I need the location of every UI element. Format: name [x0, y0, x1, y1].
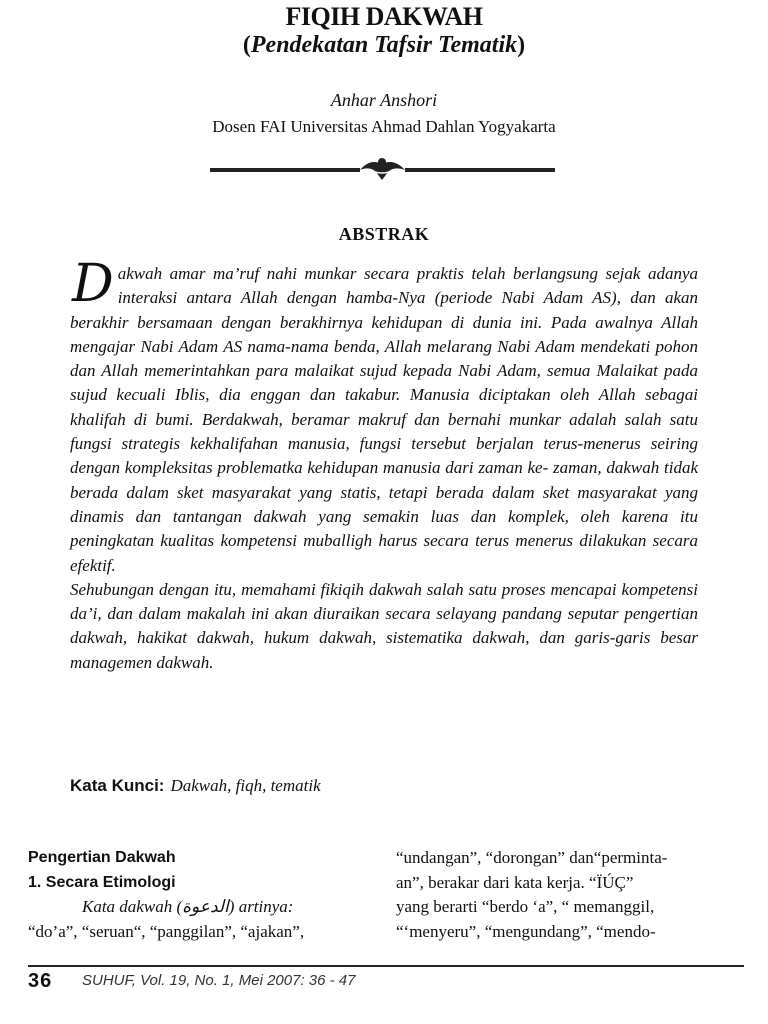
body-right-line-3: yang berarti “berdo ‘a”, “ memanggil,	[396, 897, 655, 916]
abstract-paragraph-1	[70, 254, 698, 578]
abstract-body	[70, 254, 698, 675]
body-left-column	[28, 846, 368, 944]
body-right-line-2: an”, berakar dari kata kerja. “ÏÚÇ”	[396, 872, 634, 892]
author-name: Anhar Anshori	[330, 90, 438, 110]
subtitle-text: Pendekatan Tafsir Tematik	[250, 32, 518, 58]
keywords	[70, 776, 321, 796]
abstract-paragraph-2: Sehubungan dengan itu, memahami fikiqih dakwah salah satu proses mencapai kompetensi da’i, dan dalam makalah ini akan diuraikan secara selayang pandang seputar pengertian dakwah, hakikat dakwah, hukum dakwah, sistematika dakwah, dan garis-garis besar managemen dakwah.	[70, 579, 698, 672]
page-number: 36	[28, 970, 53, 992]
journal-citation: SUHUF, Vol. 19, No. 1, Mei 2007: 36 - 47	[82, 972, 356, 989]
body-left-line-2: “do’a”, “seruan“, “panggilan”, “ajakan”,	[28, 921, 305, 941]
article-title: FIQIH DAKWAH	[285, 2, 483, 31]
author-affiliation: Dosen FAI Universitas Ahmad Dahlan Yogyakarta	[212, 117, 556, 136]
body-left-line-1	[28, 895, 368, 920]
section-heading: Pengertian Dakwah	[28, 849, 176, 866]
subtitle-close-paren: )	[517, 32, 526, 58]
drop-cap: D	[72, 254, 114, 314]
keywords-label: Kata Kunci:	[70, 776, 165, 795]
abstract-heading: ABSTRAK	[338, 224, 430, 244]
body-right-line-4: “‘menyeru”, “mengundang”, “mendo-	[396, 921, 656, 941]
keywords-value: Dakwah, fiqh, tematik	[170, 776, 321, 795]
body-right-column	[396, 846, 742, 944]
subsection-heading: 1. Secara Etimologi	[28, 873, 176, 891]
ornament-divider-icon	[210, 150, 555, 180]
footer-divider	[28, 965, 744, 967]
article-subtitle	[0, 32, 768, 59]
subtitle-open-paren: (	[242, 32, 251, 58]
body-right-line-1: “undangan”, “dorongan” dan“perminta-	[396, 848, 668, 867]
body-left-line-1-text: Kata dakwah (الدعوة) artinya:	[82, 897, 294, 916]
abstract-paragraph-1-text: akwah amar ma’ruf nahi munkar secara praktis telah berlangsung sejak adanya interaksi antara Allah dengan hamba-Nya (periode Nabi Adam AS), dan akan berakhir bersamaan dengan berakhirnya kehidupan di dunia ini. Pada awalnya Allah mengajar Nabi Adam AS nama-nama benda, Allah melarang Nabi Adam mendekati pohon dan Allah memerintahkan para malaikat sujud kepada Nabi Adam, semua Malaikat pada sujud kecuali Iblis, dia enggan dan takabur. Manusia diciptakan oleh Allah sebagai khalifah di bumi. Berdakwah, beramar makruf dan bernahi munkar adalah salah satu fungsi strategis kekhalifahan manusia, fungsi tersebut berjalan terus-menerus seiring dengan kompleksitas problematka kehidupan manusia dari zaman ke- zaman, dakwah tidak berada dalam sket masyarakat yang statis, tetapi berada dalam sket masyarakat yang dinamis dan tantangan dakwah yang semakin luas dan komplek, oleh karena itu peningkatan kualitas kompetensi muballigh harus secara terus menerus dilakukan secara efektif.	[70, 264, 698, 575]
